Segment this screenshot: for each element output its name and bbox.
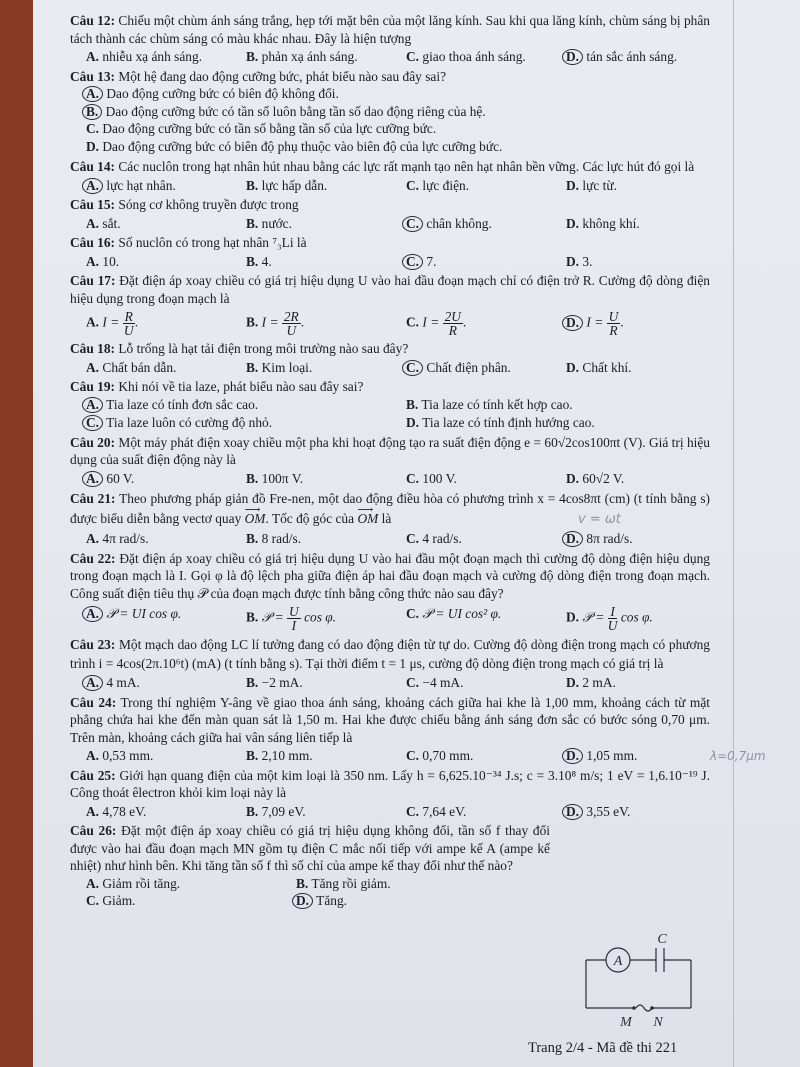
option-c[interactable] — [70, 120, 710, 138]
option-letter: A. — [82, 675, 103, 691]
question-text: Đặt một điện áp xoay chiều có giá trị hiệu dụng không đổi, tần số f thay đổi được vào hai đầu đoạn mạch MN gồm tụ điện C mắc nối tiếp với ampe kế A (ampe kế nhiệt) như hình bên. Khi tăng tần số f thì số chỉ của ampe kế thay đổi như thế nào? — [70, 823, 550, 873]
option-text: Chất bán dẫn. — [102, 359, 177, 375]
circuit-diagram — [578, 930, 698, 1030]
option-a[interactable] — [70, 747, 230, 765]
question-label: Câu 24: — [70, 694, 117, 710]
option-letter: C. — [406, 177, 420, 193]
option-text: Tia laze luôn có cường độ nhỏ. — [106, 415, 273, 430]
option-text: phản xạ ánh sáng. — [261, 49, 358, 64]
question-label: Câu 19: — [70, 379, 116, 394]
question-text: Khi nói về tia laze, phát biểu nào sau đây sai? — [118, 379, 364, 394]
options — [70, 530, 710, 548]
option-b[interactable] — [390, 396, 710, 414]
fraction — [607, 310, 621, 337]
option-c-circled[interactable] — [70, 414, 390, 432]
option-letter: C. — [402, 360, 423, 376]
option-text: Tia laze có tính định hướng cao. — [422, 415, 595, 430]
option-letter: D. — [566, 177, 580, 193]
option-letter: D. — [562, 531, 583, 547]
option-b[interactable] — [230, 215, 390, 233]
question-text: Lỗ trống là hạt tải điện trong môi trường nào sau đây? — [118, 341, 409, 356]
numerator: 2R — [283, 309, 299, 324]
option-letter: A. — [86, 531, 100, 546]
option-text: Chất điện phân. — [426, 359, 511, 375]
option-text: Giảm. — [102, 893, 136, 908]
option-letter: C. — [406, 606, 420, 621]
option-letter: A. — [86, 748, 100, 763]
option-b[interactable] — [230, 674, 390, 692]
option-text: Tăng. — [316, 893, 348, 908]
option-letter: C. — [406, 531, 420, 546]
option-letter: A. — [82, 86, 103, 102]
option-text: Dao động cưỡng bức có biên độ không đổi. — [106, 86, 339, 101]
question-text: Giới hạn quang điện của một kim loại là 350 nm. Lấy h = 6,625.10⁻³⁴ J.s; c = 3.10⁸ m/s; 1 eV = 1,6.10⁻¹⁹ J. Công thoát êlectron khỏi kim loại này là — [70, 767, 710, 800]
fraction — [282, 310, 301, 337]
option-d-circled[interactable] — [550, 747, 710, 765]
option-b-circled[interactable] — [70, 103, 710, 121]
option-text: 7,09 eV. — [261, 803, 306, 819]
option-letter: B. — [246, 177, 259, 193]
option-d-circled[interactable]: D. I = $\frac{U}{R}$ . — [550, 310, 710, 337]
option-text: 4,78 eV. — [102, 803, 147, 819]
option-b[interactable] — [230, 177, 390, 195]
option-text: 100π V. — [261, 470, 304, 486]
option-b[interactable] — [230, 803, 390, 821]
question-label: Câu 15: — [70, 197, 116, 212]
option-letter: D. — [86, 138, 100, 154]
formula-lhs: 𝒫 = — [261, 609, 284, 625]
fraction — [123, 310, 135, 337]
option-letter: C. — [406, 803, 420, 819]
option-letter: B. — [296, 875, 309, 891]
option-text: 0,70 mm. — [422, 748, 474, 763]
option-letter: A. — [82, 606, 103, 622]
question-label: Câu 26: — [70, 823, 117, 838]
option-letter: A. — [86, 875, 100, 891]
question-text: Sóng cơ không truyền được trong — [118, 197, 299, 212]
option-letter: B. — [246, 803, 259, 819]
question-15 — [70, 196, 710, 232]
option-text: Dao động cưỡng bức có biên độ phụ thuộc vào biên độ của lực cưỡng bức. — [102, 138, 503, 154]
option-text: 8 rad/s. — [261, 531, 302, 546]
option-c-circled[interactable] — [390, 253, 550, 271]
question-26 — [70, 822, 710, 910]
options — [70, 215, 710, 233]
option-text: 1,05 mm. — [586, 748, 638, 763]
handwritten-note: λ=0,7μm — [710, 748, 766, 763]
option-letter: D. — [562, 315, 583, 331]
option-letter: C. — [82, 415, 103, 431]
numerator: 2U — [444, 309, 461, 324]
formula-lhs: I = — [102, 314, 120, 330]
question-text: Đặt điện áp xoay chiều có giá trị hiệu dụng U vào hai đầu đoạn mạch chỉ có điện trở R. Cường độ dòng điện hiệu dụng trong đoạn mạch là — [70, 273, 710, 306]
question-label: Câu 12: — [70, 13, 116, 28]
option-text: 4 rad/s. — [422, 531, 462, 546]
denominator: R — [448, 323, 457, 338]
options — [70, 310, 710, 337]
option-a[interactable] — [70, 803, 230, 821]
question-label: Câu 23: — [70, 637, 116, 652]
option-letter: B. — [246, 470, 259, 486]
options — [70, 177, 710, 195]
option-text: nước. — [261, 215, 292, 231]
option-text: Dao động cưỡng bức có tần số bằng tần số của lực cưỡng bức. — [102, 121, 437, 136]
fraction — [443, 310, 463, 337]
option-letter: D. — [566, 359, 580, 375]
option-text: Chất khí. — [582, 359, 632, 375]
option-letter: A. — [82, 471, 103, 487]
option-text: không khí. — [582, 215, 640, 231]
ac-source-icon — [636, 1005, 652, 1011]
option-letter: B. — [246, 609, 259, 625]
question-label: Câu 21: — [70, 491, 116, 506]
option-letter: C. — [402, 254, 423, 270]
options — [70, 359, 710, 377]
option-text: 3. — [582, 253, 593, 269]
option-letter: B. — [406, 396, 419, 412]
denominator: I — [291, 618, 297, 633]
options — [70, 253, 710, 271]
option-letter: D. — [292, 893, 313, 909]
option-letter: D. — [566, 215, 580, 231]
option-text: 60 V. — [106, 470, 135, 486]
option-letter: C. — [86, 893, 100, 908]
option-b[interactable] — [230, 359, 390, 377]
option-text: −2 mA. — [261, 675, 303, 690]
option-letter: C. — [406, 675, 420, 690]
question-14 — [70, 158, 710, 194]
option-letter: D. — [406, 415, 420, 430]
option-letter: B. — [246, 314, 259, 330]
option-letter: C. — [402, 216, 423, 232]
option-a[interactable] — [70, 48, 230, 66]
option-text: Tia laze có tính kết hợp cao. — [421, 396, 573, 412]
capacitor-label: C — [657, 932, 667, 947]
option-letter: B. — [246, 359, 259, 375]
option-a[interactable]: A. I = $\frac{R}{U}$ . — [86, 309, 139, 338]
vector-om: ⟶ OM — [357, 511, 378, 526]
option-text: 4 mA. — [106, 675, 140, 690]
option-letter: D. — [562, 748, 583, 764]
denominator: R — [609, 323, 618, 338]
option-letter: D. — [566, 675, 580, 690]
option-letter: B. — [246, 49, 259, 64]
option-a[interactable] — [70, 875, 280, 893]
options — [70, 803, 710, 821]
option-letter: A. — [86, 49, 100, 64]
page-footer: Trang 2/4 - Mã đề thi 221 — [528, 1040, 678, 1056]
option-text: 8π rad/s. — [586, 531, 633, 546]
option-letter: C. — [406, 49, 420, 64]
option-d[interactable] — [550, 215, 710, 233]
option-letter: A. — [86, 253, 100, 269]
fraction — [608, 605, 618, 632]
option-letter: A. — [82, 397, 103, 413]
option-text: lực từ. — [582, 177, 617, 193]
option-letter: C. — [406, 748, 420, 763]
question-25 — [70, 767, 710, 821]
numerator: U — [608, 309, 619, 324]
exam-page — [70, 12, 766, 910]
formula-lhs: I = — [422, 314, 440, 330]
option-b[interactable] — [230, 48, 390, 66]
option-d-circled[interactable] — [550, 48, 710, 66]
option-d[interactable] — [550, 359, 710, 377]
question-text: Đặt điện áp xoay chiều có giá trị hiệu dụng U vào hai đầu một đoạn mạch thì cường độ dòng điện hiệu dụng trong đoạn mạch là I. Gọi φ là độ lệch pha giữa điện áp hai đầu đoạn mạch và cường độ dòng điện trong đoạn mạch. Công suất điện tiêu thụ 𝒫 của đoạn mạch được tính bằng công thức nào sau đây? — [70, 550, 710, 601]
option-c[interactable] — [390, 747, 550, 765]
option-a-circled[interactable] — [70, 605, 230, 632]
question-label: Câu 22: — [70, 550, 116, 566]
options — [70, 605, 710, 632]
option-text: 2 mA. — [582, 675, 616, 690]
option-letter: C. — [406, 470, 420, 486]
option-text: Giảm rồi tăng. — [102, 875, 181, 891]
option-d[interactable] — [550, 605, 710, 632]
option-text: 60√2 V. — [582, 470, 625, 486]
terminal-m-label: M — [620, 1015, 632, 1030]
question-22 — [70, 550, 710, 633]
option-d[interactable] — [550, 674, 710, 692]
options — [70, 48, 710, 66]
question-text: Số nuclôn có trong hạt nhân ⁷₃Li là — [118, 235, 307, 250]
formula-tail: cos φ. — [620, 609, 653, 625]
question-13 — [70, 68, 710, 156]
options — [70, 414, 710, 432]
question-text: Một máy phát điện xoay chiều một pha khi hoạt động tạo ra suất điện động e = 60√2cos100πt (V). Giá trị hiệu dụng của suất điện động này là — [70, 434, 710, 467]
option-letter: D. — [566, 253, 580, 269]
option-text: 𝒫 = UI cos φ. — [106, 606, 182, 621]
option-d[interactable] — [70, 138, 710, 156]
option-text: 7,64 eV. — [422, 803, 467, 819]
option-letter: B. — [82, 104, 102, 120]
fraction — [287, 605, 301, 632]
question-label: Câu 14: — [70, 159, 116, 174]
option-text: 4. — [261, 253, 272, 269]
option-text: 10. — [102, 253, 120, 269]
option-b[interactable] — [230, 747, 390, 765]
question-20 — [70, 434, 710, 488]
option-b[interactable]: B. I = $\frac{2R}{U}$ . — [246, 309, 305, 338]
option-a[interactable] — [70, 359, 230, 377]
numerator: R — [124, 309, 133, 324]
vector-om: ⟶ OM — [245, 511, 266, 526]
question-text: Theo phương pháp giản đồ Fre-nen, một dao động điều hòa có phương trình x = 4cos8πt (cm) (t tính bằng s) được biểu diễn bằng vectơ quay — [70, 491, 710, 526]
question-label: Câu 20: — [70, 434, 116, 450]
question-text: Chiếu một chùm ánh sáng trắng, hẹp tới mặt bên của một lăng kính. Sau khi qua lăng kính, chùm sáng bị phân tách thành các chùm sáng có màu khác nhau. Đây là hiện tượng — [70, 13, 711, 46]
option-letter: B. — [246, 215, 259, 231]
formula-lhs: I = — [261, 314, 279, 330]
ammeter-label: A — [613, 954, 623, 969]
question-text: Các nuclôn trong hạt nhân hút nhau bằng các lực rất mạnh tạo nên hạt nhân bền vững. Các lực hút đó gọi là — [118, 159, 695, 174]
options — [70, 396, 710, 414]
option-a[interactable] — [70, 530, 230, 548]
option-d[interactable] — [550, 253, 710, 271]
option-text: −4 mA. — [422, 675, 464, 690]
option-letter: B. — [246, 748, 259, 763]
options — [70, 747, 710, 765]
question-24 — [70, 694, 766, 765]
question-text: . Tốc độ góc của — [265, 511, 358, 526]
options — [70, 470, 710, 488]
option-text: 100 V. — [422, 470, 457, 486]
option-c[interactable] — [70, 892, 280, 910]
formula-tail: cos φ. — [304, 609, 337, 625]
option-text: lực hạt nhân. — [106, 177, 176, 193]
option-text: 4π rad/s. — [102, 531, 149, 546]
option-b[interactable] — [280, 875, 490, 893]
question-label: Câu 17: — [70, 273, 116, 288]
option-letter: D. — [562, 49, 583, 65]
question-text: Một hệ đang dao động cưỡng bức, phát biểu nào sau đây sai? — [118, 68, 447, 84]
option-a[interactable] — [70, 215, 230, 233]
option-c-circled[interactable] — [390, 359, 550, 377]
option-letter: A. — [86, 215, 100, 231]
option-c[interactable] — [390, 605, 550, 632]
terminal-n-label: N — [653, 1015, 663, 1030]
option-text: 0,53 mm. — [102, 748, 154, 763]
option-b[interactable] — [230, 253, 390, 271]
option-b[interactable] — [230, 605, 390, 632]
option-text: 𝒫 = UI cos² φ. — [422, 606, 502, 621]
option-letter: B. — [246, 675, 259, 690]
option-letter: D. — [562, 804, 583, 820]
options — [70, 892, 490, 910]
denominator: U — [286, 323, 297, 338]
option-a-circled[interactable] — [70, 674, 230, 692]
option-letter: D. — [566, 609, 580, 625]
question-23 — [70, 635, 710, 692]
question-text: Trong thí nghiệm Y-âng về giao thoa ánh sáng, khoảng cách giữa hai khe là 1,00 mm, khoảng cách từ mặt phẳng chứa hai khe đến màn quan sát là 1,50 m. Hai khe được chiếu bằng ánh sáng đơn sắc có bước sóng 0,70 μm. Trên màn, khoảng cách giữa hai vân sáng liên tiếp là — [70, 694, 711, 745]
option-c[interactable] — [390, 48, 550, 66]
option-letter: C. — [86, 121, 100, 136]
option-d[interactable] — [550, 470, 710, 488]
question-text: là — [378, 511, 392, 526]
question-label: Câu 16: — [70, 235, 116, 250]
option-text: sắt. — [102, 215, 121, 231]
denominator: U — [607, 618, 618, 633]
option-d-circled[interactable] — [550, 530, 710, 548]
option-text: nhiễu xạ ánh sáng. — [102, 49, 203, 64]
question-16 — [70, 234, 710, 270]
denominator: U — [123, 323, 134, 338]
option-c[interactable] — [390, 177, 550, 195]
question-18 — [70, 340, 710, 376]
option-text: 3,55 eV. — [586, 803, 631, 819]
option-letter: A. — [86, 314, 100, 330]
option-a-circled[interactable] — [70, 470, 230, 488]
option-letter: D. — [566, 470, 580, 486]
table-background — [0, 1040, 33, 1067]
option-text: lực điện. — [422, 177, 470, 193]
numerator: I — [608, 605, 618, 619]
handwritten-note: v = ωt — [578, 512, 621, 527]
question-label: Câu 25: — [70, 767, 116, 783]
option-a[interactable] — [70, 253, 230, 271]
options — [70, 875, 490, 893]
option-c[interactable] — [390, 530, 550, 548]
option-text: Tăng rồi giảm. — [311, 875, 391, 891]
option-text: chân không. — [426, 215, 492, 231]
question-19 — [70, 378, 710, 432]
option-text: Dao động cưỡng bức có tần số luôn bằng tần số dao động riêng của hệ. — [105, 103, 486, 119]
option-a-circled[interactable] — [70, 85, 710, 103]
option-b[interactable] — [230, 470, 390, 488]
paper-fold-line — [733, 0, 734, 1067]
question-12 — [70, 12, 710, 66]
option-d-circled[interactable] — [280, 892, 490, 910]
option-text: Tia laze có tính đơn sắc cao. — [106, 396, 259, 412]
option-text: tán sắc ánh sáng. — [586, 49, 678, 64]
option-text: 2,10 mm. — [261, 748, 313, 763]
option-b[interactable] — [230, 530, 390, 548]
option-text: 7. — [426, 253, 437, 269]
question-text: Một mạch dao động LC lí tưởng đang có dao động điện từ tự do. Cường độ dòng điện trong mạch có phương trình i = 4cos(2π.10⁶t) (mA) (t tính bằng s). Tại thời điểm t = 1 μs, cường độ dòng điện trong mạch có giá trị là — [70, 637, 710, 671]
option-c[interactable] — [390, 803, 550, 821]
option-letter: A. — [86, 803, 100, 819]
option-letter: A. — [82, 178, 103, 194]
question-label: Câu 13: — [70, 68, 116, 84]
option-d[interactable] — [390, 414, 710, 432]
option-letter: C. — [406, 314, 420, 330]
option-c[interactable]: C. I = $\frac{2U}{R}$ . — [406, 309, 467, 338]
option-d[interactable] — [550, 177, 710, 195]
option-c[interactable] — [390, 674, 550, 692]
question-17 — [70, 272, 710, 337]
question-label: Câu 18: — [70, 341, 116, 356]
option-letter: B. — [246, 531, 259, 546]
option-letter: B. — [246, 253, 259, 269]
option-text: giao thoa ánh sáng. — [422, 49, 526, 64]
option-c-circled[interactable] — [390, 215, 550, 233]
option-text: Kim loại. — [261, 359, 313, 375]
option-letter: A. — [86, 359, 100, 375]
option-c[interactable] — [390, 470, 550, 488]
option-a-circled[interactable] — [70, 396, 390, 414]
numerator: U — [289, 604, 299, 619]
option-d-circled[interactable] — [550, 803, 710, 821]
formula-lhs: I = — [586, 314, 604, 330]
options — [70, 674, 710, 692]
formula-lhs: 𝒫 = — [582, 609, 605, 625]
option-a-circled[interactable] — [70, 177, 230, 195]
question-21 — [70, 489, 710, 548]
option-text: lực hấp dẫn. — [261, 177, 328, 193]
